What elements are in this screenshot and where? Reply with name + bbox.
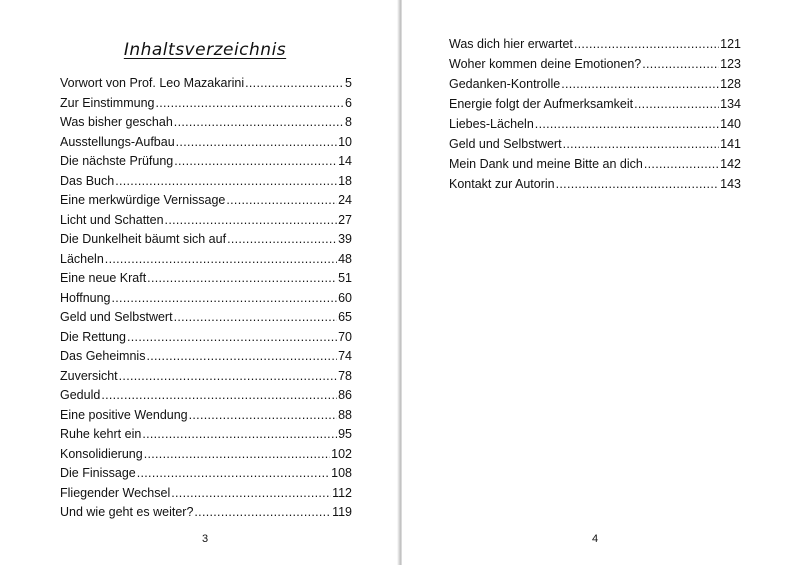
dot-leader — [171, 486, 331, 500]
dot-leader — [142, 427, 337, 441]
toc-entry-label: Eine positive Wendung — [60, 407, 188, 422]
right-page — [402, 0, 800, 565]
toc-entry — [60, 193, 352, 213]
left-page — [0, 0, 398, 565]
toc-entry-label: Was dich hier erwartet — [449, 37, 573, 51]
dot-leader — [146, 349, 337, 363]
toc-entry-label: Hoffnung — [60, 290, 111, 305]
toc-entry — [60, 213, 352, 233]
toc-entry-page: 128 — [720, 77, 741, 91]
toc-entry-page: 95 — [338, 427, 352, 441]
page-number: 4 — [592, 533, 599, 545]
toc-entry-label: Zur Einstimmung — [60, 95, 155, 110]
toc-entry-label: Und wie geht es weiter? — [60, 505, 194, 519]
toc-entry — [60, 408, 352, 428]
dot-leader — [644, 157, 719, 171]
toc-entry — [60, 349, 352, 369]
toc-entry-page: 86 — [338, 388, 352, 402]
dot-leader — [101, 388, 337, 402]
toc-entry — [449, 57, 741, 77]
toc-entry — [60, 76, 352, 96]
toc-entry-label: Geduld — [60, 388, 101, 402]
toc-entry-page: 112 — [332, 485, 352, 500]
toc-entry-page: 24 — [338, 193, 352, 207]
page-number: 3 — [202, 533, 209, 545]
dot-leader — [226, 193, 337, 207]
toc-entry — [449, 97, 741, 117]
toc-entry-page: 108 — [331, 466, 352, 480]
dot-leader — [563, 137, 720, 151]
toc-entry — [60, 252, 352, 272]
dot-leader — [127, 330, 337, 344]
dot-leader — [147, 271, 337, 285]
toc-entry — [449, 117, 741, 137]
toc-entry-label: Die Rettung — [60, 329, 127, 344]
dot-leader — [115, 174, 337, 188]
toc-entry-page: 6 — [345, 95, 352, 110]
toc-entry-label: Vorwort von Prof. Leo Mazakarini — [60, 76, 245, 90]
toc-entry-label: Zuversicht — [60, 368, 118, 383]
dot-leader — [194, 505, 331, 519]
toc-entry — [60, 369, 352, 389]
toc-entry — [60, 291, 352, 311]
dot-leader — [174, 154, 337, 168]
dot-leader — [642, 57, 719, 71]
dot-leader — [165, 213, 338, 227]
toc-entry-page: 18 — [338, 173, 352, 188]
toc-entry — [60, 505, 352, 525]
toc-entry-label: Das Geheimnis — [60, 349, 146, 363]
toc-entry-page: 14 — [338, 154, 352, 168]
dot-leader — [556, 177, 720, 191]
toc-entry — [449, 137, 741, 157]
toc-entry-label: Die Dunkelheit bäumt sich auf — [60, 232, 227, 246]
toc-entry-page: 123 — [720, 57, 741, 71]
dot-leader — [155, 96, 344, 110]
toc-entry-label: Licht und Schatten — [60, 212, 164, 227]
toc-entry-page: 70 — [338, 329, 352, 344]
toc-entry-page: 88 — [338, 407, 352, 422]
toc-entry-page: 27 — [338, 212, 352, 227]
toc-entry-label: Liebes-Lächeln — [449, 117, 534, 131]
toc-entry-page: 143 — [720, 177, 741, 191]
toc-entry-label: Ruhe kehrt ein — [60, 427, 142, 441]
toc-entry-page: 119 — [332, 505, 352, 519]
toc-entry — [60, 271, 352, 291]
dot-leader — [105, 252, 337, 266]
toc-title: Inhaltsverzeichnis — [123, 40, 287, 60]
toc-entry-page: 140 — [720, 117, 741, 131]
toc-entry-label: Kontakt zur Autorin — [449, 177, 555, 191]
toc-entry — [60, 310, 352, 330]
toc-entry — [60, 447, 352, 467]
dot-leader — [245, 76, 344, 90]
toc-entry-page: 65 — [338, 310, 352, 324]
toc-entry-page: 8 — [345, 115, 352, 129]
toc-entry — [60, 96, 352, 116]
toc-entry-label: Lächeln — [60, 251, 104, 266]
toc-entry-page: 142 — [720, 157, 741, 171]
dot-leader — [176, 135, 337, 149]
toc-entry-page: 10 — [338, 134, 352, 149]
toc-entry-label: Gedanken-Kontrolle — [449, 77, 561, 91]
toc-entry — [60, 174, 352, 194]
toc-entry-page: 5 — [345, 76, 352, 90]
toc-entry-label: Eine merkwürdige Vernissage — [60, 193, 226, 207]
toc-entry — [449, 37, 741, 57]
toc-entry-label: Ausstellungs-Aufbau — [60, 134, 175, 149]
toc-entry-label: Fliegender Wechsel — [60, 485, 171, 500]
toc-entry-label: Die Finissage — [60, 466, 136, 480]
toc-entry — [449, 157, 741, 177]
toc-entry-page: 48 — [338, 251, 352, 266]
dot-leader — [227, 232, 337, 246]
toc-entry — [60, 427, 352, 447]
toc-entry — [60, 232, 352, 252]
toc-entry-label: Energie folgt der Aufmerksamkeit — [449, 97, 634, 111]
toc-entry — [60, 154, 352, 174]
dot-leader — [574, 37, 719, 51]
dot-leader — [112, 291, 338, 305]
toc-entry-label: Eine neue Kraft — [60, 271, 147, 285]
dot-leader — [137, 466, 330, 480]
toc-list-right — [449, 37, 741, 197]
toc-entry-label: Geld und Selbstwert — [60, 310, 173, 324]
toc-entry — [60, 486, 352, 506]
toc-entry-label: Die nächste Prüfung — [60, 154, 174, 168]
dot-leader — [561, 77, 719, 91]
dot-leader — [174, 115, 344, 129]
toc-entry — [60, 135, 352, 155]
toc-entry-page: 134 — [720, 97, 741, 111]
toc-entry-label: Woher kommen deine Emotionen? — [449, 57, 642, 71]
toc-entry — [449, 77, 741, 97]
dot-leader — [535, 117, 719, 131]
toc-list-left — [60, 76, 352, 525]
toc-entry-page: 102 — [331, 446, 352, 461]
toc-entry-label: Mein Dank und meine Bitte an dich — [449, 157, 643, 171]
toc-entry — [60, 115, 352, 135]
toc-entry-page: 39 — [338, 232, 352, 246]
toc-entry-page: 121 — [720, 37, 741, 51]
toc-entry-page: 78 — [338, 368, 352, 383]
toc-entry-label: Was bisher geschah — [60, 115, 173, 129]
toc-entry-label: Konsolidierung — [60, 446, 143, 461]
toc-entry — [60, 466, 352, 486]
dot-leader — [174, 310, 338, 324]
dot-leader — [144, 447, 330, 461]
toc-entry — [449, 177, 741, 197]
toc-entry-page: 60 — [338, 290, 352, 305]
toc-entry-page: 141 — [720, 137, 741, 151]
toc-entry-page: 51 — [338, 271, 352, 285]
toc-entry — [60, 330, 352, 350]
toc-entry-page: 74 — [338, 349, 352, 363]
dot-leader — [189, 408, 337, 422]
toc-entry-label: Geld und Selbstwert — [449, 137, 562, 151]
toc-entry-label: Das Buch — [60, 173, 115, 188]
dot-leader — [634, 97, 719, 111]
dot-leader — [119, 369, 337, 383]
toc-entry — [60, 388, 352, 408]
